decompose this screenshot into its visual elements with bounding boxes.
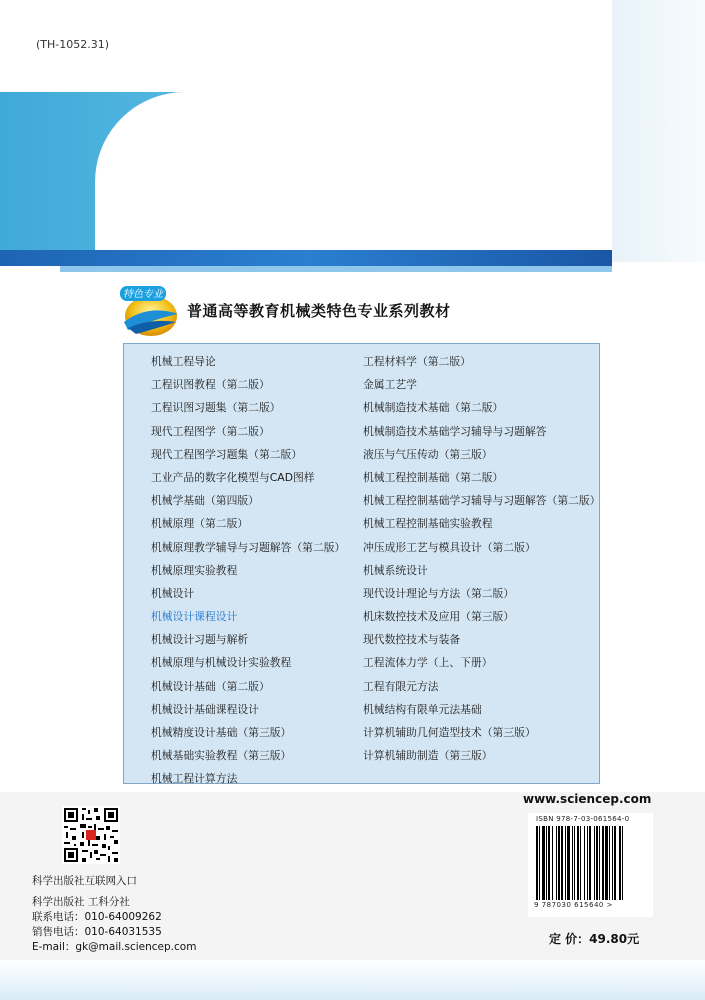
book-item: 机械工程导论: [151, 355, 216, 368]
book-item: 机械学基础（第四版）: [151, 494, 259, 508]
book-item: 计算机辅助几何造型技术（第三版）: [363, 726, 536, 739]
book-item: 机械基础实验教程（第三版）: [151, 749, 292, 763]
barcode-bar: [552, 826, 553, 900]
book-item: 机械工程控制基础（第二版）: [363, 470, 504, 484]
star-icon: *: [140, 160, 150, 178]
book-item: 机械工程控制基础学习辅导与习题解答（第二版）: [363, 494, 601, 508]
barcode-bar: [567, 826, 570, 900]
bottom-gradient: [0, 960, 705, 1000]
feature-item: * 注重基础性、启发性和先进性: [140, 160, 366, 178]
book-item: 机械设计: [151, 586, 195, 600]
barcode-bar: [605, 826, 608, 900]
barcode-bar: [539, 826, 540, 900]
barcode-bar: [561, 826, 563, 900]
book-item: 机械设计基础课程设计: [151, 702, 259, 716]
series-logo-icon: [118, 284, 180, 338]
barcode-bar: [580, 826, 581, 900]
book-item: 现代数控技术与装备: [363, 633, 461, 647]
feature-list: [140, 124, 465, 244]
barcode-bar: [609, 826, 610, 900]
publisher-info: [32, 874, 196, 955]
barcode-digits: 9 787030 615640 >: [534, 901, 613, 909]
book-item-current: 机械设计课程设计: [151, 610, 238, 624]
book-item: 机械结构有限单元法基础: [363, 702, 482, 716]
barcode-bar: [577, 826, 579, 900]
book-item: 机械工程计算方法: [151, 772, 238, 786]
book-item: 计算机辅助制造（第三版）: [363, 749, 493, 763]
email: E-mail：gk@mail.sciencep.com: [32, 941, 197, 953]
book-item: 现代工程图学习题集（第二版）: [151, 447, 303, 461]
series-title: 普通高等教育机械类特色专业系列教材: [187, 302, 451, 320]
book-item: 机械设计基础（第二版）: [151, 679, 270, 693]
book-item: 现代设计理论与方法（第二版）: [363, 586, 515, 600]
book-item: 机械原理（第二版）: [151, 517, 249, 531]
feature-item: * 既可与相关教材配套，又可独立使用: [140, 220, 416, 238]
barcode-bar: [558, 826, 560, 900]
book-item: 机械精度设计基础（第三版）: [151, 726, 292, 739]
star-icon: *: [140, 190, 150, 208]
barcode-bar: [548, 826, 550, 900]
book-item: 机械原理与机械设计实验教程: [151, 656, 292, 670]
book-item: 工程流体力学（上、下册）: [363, 656, 493, 670]
book-item: 液压与气压传动（第三版）: [363, 447, 493, 461]
feature-item: * 概念清晰，重点突出，方法具体，叙述简明: [140, 130, 465, 148]
book-item: 机床数控技术及应用（第三版）: [363, 610, 515, 624]
barcode-bar: [619, 826, 621, 900]
book-item: 机械原理实验教程: [151, 563, 238, 577]
sales-phone: 销售电话：010-64031535: [32, 926, 162, 938]
barcode-bar: [622, 826, 623, 900]
book-item: 工业产品的数字化模型与CAD图样: [151, 470, 315, 484]
price: 定 价：49.80元: [549, 932, 640, 946]
star-icon: *: [140, 220, 150, 238]
barcode-bar: [594, 826, 595, 900]
logo-label: 特色专业: [123, 289, 163, 300]
barcode-bar: [546, 826, 547, 900]
book-item: 现代工程图学（第二版）: [151, 424, 270, 438]
book-item: 机械制造技术基础（第二版）: [363, 401, 504, 415]
book-item: 工程识图教程（第二版）: [151, 378, 270, 392]
book-item: 工程有限元方法: [363, 679, 439, 693]
book-item: 机械工程控制基础实验教程: [363, 517, 493, 531]
book-list-table: [123, 343, 600, 784]
top-right-panel: [612, 0, 705, 262]
barcode-bar: [584, 826, 585, 900]
contact-phone: 联系电话：010-64009262: [32, 911, 162, 923]
light-blue-stripe: [60, 266, 612, 272]
barcode-bar: [614, 826, 616, 900]
barcode-icon: [536, 826, 646, 900]
publisher-url: www.sciencep.com: [523, 792, 652, 806]
barcode-bar: [574, 826, 575, 900]
book-item: 机械原理教学辅导与习题解答（第二版）: [151, 540, 346, 554]
catalog-code: (TH-1052.31): [36, 38, 110, 51]
barcode-bar: [556, 826, 557, 900]
feature-item: * 采用最新国家标准，绘图精准: [140, 190, 366, 208]
book-item: 工程识图习题集（第二版）: [151, 401, 281, 415]
book-item: 机械制造技术基础学习辅导与习题解答: [363, 424, 547, 438]
barcode-bar: [542, 826, 545, 900]
book-item: 机械系统设计: [363, 563, 428, 577]
barcode-bar: [589, 826, 591, 900]
book-item: 冲压成形工艺与模具设计（第二版）: [363, 540, 536, 554]
publisher-name: 科学出版社 工科分社: [32, 896, 130, 908]
book-column-right: [363, 350, 601, 767]
book-column-left: [151, 350, 345, 791]
blue-stripe: [0, 250, 612, 266]
book-item: 工程材料学（第二版）: [363, 355, 471, 368]
book-item: 金属工艺学: [363, 378, 417, 392]
qr-code-icon: [62, 806, 120, 864]
barcode-bar: [536, 826, 538, 900]
barcode-bar: [565, 826, 566, 900]
book-item: 机械设计习题与解析: [151, 633, 249, 647]
barcode-bar: [612, 826, 613, 900]
barcode-bar: [602, 826, 604, 900]
barcode-bar: [587, 826, 588, 900]
barcode-bar: [596, 826, 598, 900]
star-icon: *: [140, 130, 150, 148]
barcode-bar: [599, 826, 600, 900]
qr-caption: 科学出版社互联网入口: [32, 875, 137, 887]
isbn-label: ISBN 978-7-03-061564-0: [536, 815, 630, 823]
barcode-bar: [572, 826, 573, 900]
